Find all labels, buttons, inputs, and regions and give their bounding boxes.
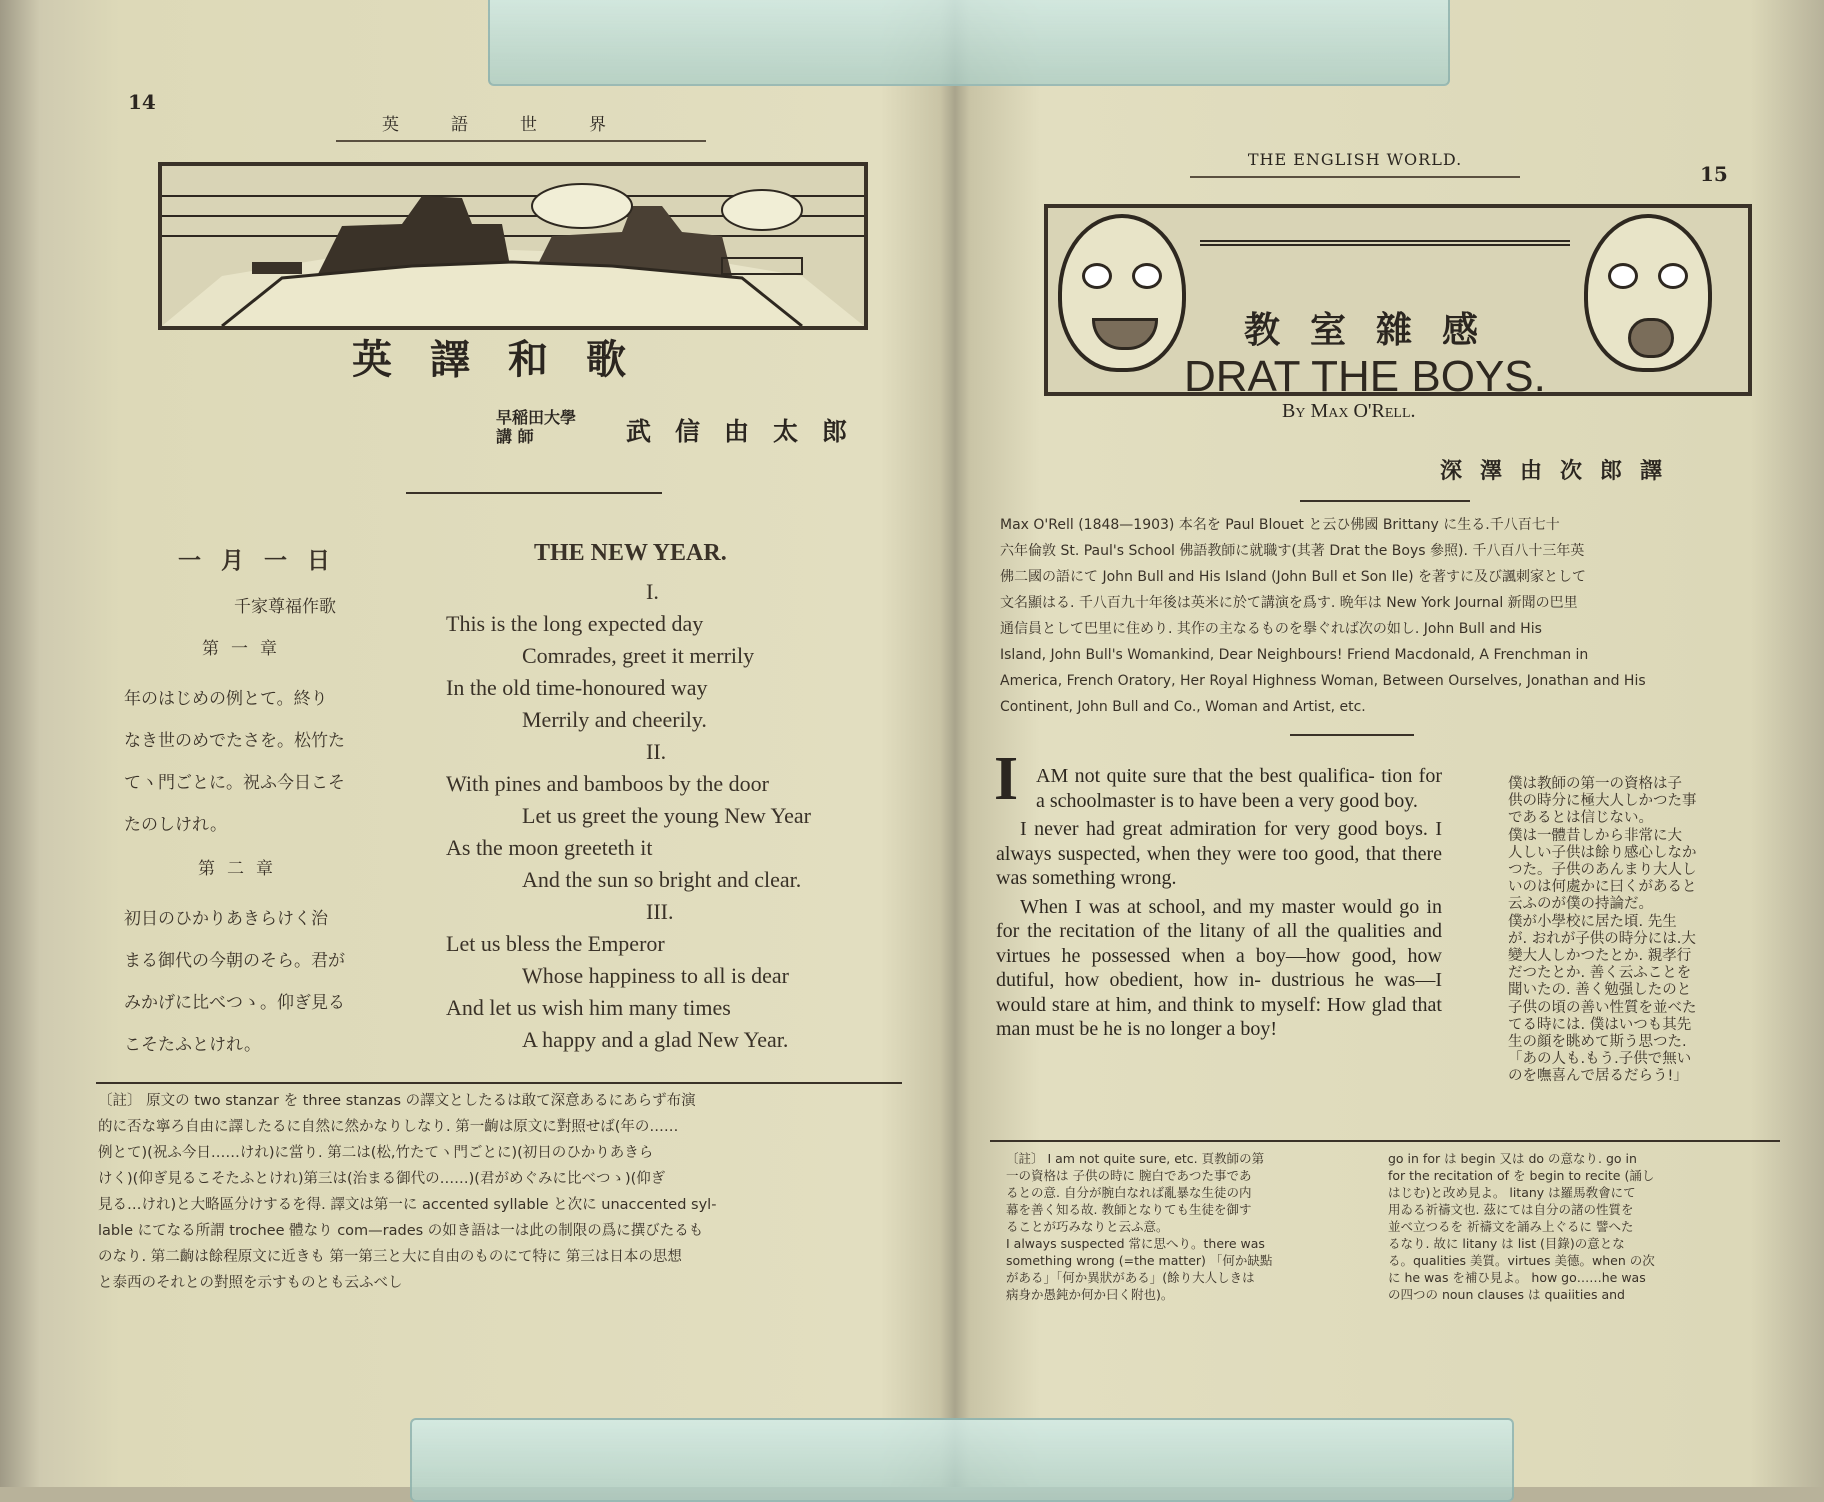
harbor-illustration	[158, 162, 868, 330]
note-line: 並べ立つるを 祈禱文を誦み上ぐるに 譬へた	[1388, 1219, 1634, 1234]
jp-verse-line: なき世のめでたさを。松竹た	[124, 731, 345, 751]
note-line: something wrong (=the matter) 「何か缺點	[1006, 1253, 1273, 1268]
mouth-icon	[1628, 318, 1674, 358]
author-intro	[1000, 512, 1800, 720]
poem-body	[446, 576, 896, 1056]
side-line: いのは何處かに曰くがあると	[1508, 879, 1697, 896]
side-line: 僕は一體昔しから非常に大	[1508, 827, 1682, 844]
note-line: lable にてなる所謂 trochee 體なり com—rades の如き語は一は此の制限の爲に撰びたるも	[98, 1223, 704, 1239]
side-line: 變大人しかつたとか. 親孝行	[1508, 948, 1692, 965]
side-line: 聞いたの. 善く勉强したのと	[1508, 982, 1692, 999]
ornament-rule	[406, 492, 662, 494]
jp-verse-line: みかげに比べつゝ。仰ぎ見る	[124, 993, 345, 1013]
note-line: るなり. 故に litany は list (目錄)の意とな	[1388, 1236, 1625, 1251]
note-line: 見る…けれ)と大略區分けするを得. 譯文は第一に accented syllable と次に unaccented syl-	[98, 1197, 717, 1213]
intro-line: 六年倫敦 St. Paul's School 佛語教師に就職す(其著 Drat the Boys 參照). 千八百八十三年英	[1000, 543, 1585, 559]
note-line: がある」「何か異狀がある」(餘り大人しきは	[1006, 1270, 1255, 1285]
note-rule	[96, 1082, 902, 1084]
jp-verse-line: 年のはじめの例とて。終り	[124, 689, 328, 709]
poem-line: Merrily and cheerily.	[522, 707, 707, 732]
intro-rule	[1290, 734, 1414, 736]
article-title-jp: 教室雜感	[1244, 310, 1509, 351]
side-line: つた。子供のあんまり大人し	[1508, 862, 1697, 879]
note-line: 一の資格は 子供の時に 腕白であつた事であ	[1006, 1168, 1252, 1183]
body-paragraph: When I was at school, and my master would go in for the recitation of the litany of all the qualities and virtues he possessed when a boy—how good, how dutiful, how obedient, how in- dustrious he was—I would stare at him, and think to myself: How glad that man must be he is no longer a boy!	[996, 895, 1442, 1040]
notes-rule	[990, 1140, 1780, 1142]
side-line: てる時には. 僕はいつも其先	[1508, 1016, 1692, 1033]
jp-verse-line: てヽ門ごとに。祝ふ今日こそ	[124, 773, 345, 793]
note-line: go in for は begin 又は do の意なり. go in	[1388, 1151, 1637, 1166]
poem-line: And let us wish him many times	[446, 995, 731, 1020]
side-line: だつたとか. 善く云ふことを	[1508, 965, 1692, 982]
side-line: 子供の頃の善い性質を並べた	[1508, 999, 1697, 1016]
affiliation-line: 講 師	[496, 427, 534, 446]
note-line: 〔註〕 I am not quite sure, etc. 頁教師の第	[1006, 1151, 1265, 1166]
page-number: 15	[1700, 162, 1728, 186]
note-line: 幕を善く知る故. 教師となりても生徒を御す	[1006, 1202, 1252, 1217]
ship-scene-icon	[162, 166, 864, 326]
note-line: ることが巧みなりと云ふ意。	[1006, 1219, 1169, 1234]
side-line: であるとは信じない。	[1508, 810, 1653, 827]
body-paragraph: I never had great admiration for very good boys. I always suspected, when they were too good, that there was something wrong.	[996, 818, 1442, 889]
side-line: 人しい子供は餘り感心しなか	[1508, 844, 1697, 861]
running-head-rule	[336, 140, 706, 142]
running-head-rule	[1190, 176, 1520, 178]
poem-line: A happy and a glad New Year.	[522, 1027, 789, 1052]
note-line: の四つの noun clauses は quaiities and	[1388, 1287, 1625, 1302]
note-right	[1388, 1150, 1788, 1303]
side-line: 云ふのが僕の持論だ。	[1508, 896, 1653, 913]
affiliation-line: 早稲田大學	[496, 408, 577, 427]
side-translation	[1508, 776, 1728, 1086]
jp-verse1	[124, 678, 345, 846]
article-body	[996, 764, 1442, 1042]
note-line: はじむ)と改め見よ。 litany は羅馬敎會にて	[1388, 1185, 1636, 1200]
right-page	[960, 0, 1824, 1487]
note-line: 病身か愚鈍か何か曰く附也)。	[1006, 1287, 1174, 1302]
jp-verse2	[124, 898, 345, 1066]
intro-line: 佛二國の語にて John Bull and His Island (John Bull et Son Ile) を著すに及び諷刺家として	[1000, 569, 1587, 585]
article-title: 英譯和歌	[352, 337, 664, 383]
running-head: 英語世界	[382, 115, 658, 135]
intro-line: Continent, John Bull and Co., Woman and Artist, etc.	[1000, 699, 1366, 715]
note-line: for the recitation of を begin to recite (誦し	[1388, 1168, 1655, 1183]
intro-line: Island, John Bull's Womankind, Dear Neighbours! Friend Macdonald, A Frenchman in	[1000, 647, 1589, 663]
note-line: けく)(仰ぎ見るこそたふとけれ)第三は(治まる御代の……)(君がめぐみに比べつゝ)(仰ぎ	[98, 1171, 666, 1187]
side-line: 供の時分に極大人しかつた事	[1508, 793, 1697, 810]
poem-line: Whose happiness to all is dear	[522, 963, 789, 988]
note-line: I always suspected 常に思へり。there was	[1006, 1236, 1265, 1251]
side-line: 「あの人も.もう.子供で無い	[1508, 1051, 1692, 1068]
note-left	[1006, 1150, 1386, 1303]
note-line: に he was を補ひ見よ。 how go……he was	[1388, 1270, 1646, 1285]
note-line: のなり. 第二齣は餘程原文に近きも 第一第三と大に自由のものにて特に 第三は日本の思想	[98, 1249, 682, 1265]
jp-verse-line: 初日のひかりあきらけく治	[124, 909, 328, 929]
poem-line: With pines and bamboos by the door	[446, 771, 769, 796]
intro-line: America, French Oratory, Her Royal Highness Woman, Between Ourselves, Jonathan and His	[1000, 673, 1646, 689]
poem-line: As the moon greeteth it	[446, 835, 653, 860]
poem-stanza-numeral: I.	[646, 579, 659, 604]
poem-line: In the old time-honoured way	[446, 675, 708, 700]
ornament-rule	[1300, 500, 1470, 502]
side-line: 僕は教師の第一の資格は子	[1508, 776, 1682, 792]
poem-title: THE NEW YEAR.	[534, 540, 727, 566]
poem-line: Let us greet the young New Year	[522, 803, 811, 828]
side-line: が. おれが子供の時分には.大	[1508, 930, 1696, 947]
article-title-en: DRAT THE BOYS.	[1184, 352, 1546, 401]
intro-line: 文名顯はる. 千八百九十年後は英米に於て講演を爲す. 晩年は New York Journal 新聞の巴里	[1000, 595, 1578, 611]
side-line: のを嘸喜んで居るだらう!」	[1508, 1068, 1688, 1085]
note-line: と泰西のそれとの對照を示すものとも云ふべし	[98, 1275, 403, 1291]
author-name: 武信由太郎	[626, 417, 872, 446]
jp-verse2-heading: 第二章	[198, 859, 285, 879]
jp-verse1-heading: 第一章	[202, 639, 289, 659]
note-line: 的に否な寧ろ自由に譯したるに自然に然かなりしなり. 第一齣は原文に對照せば(年の……	[98, 1119, 679, 1135]
shocked-face-icon	[1584, 214, 1712, 372]
drop-cap: I	[994, 745, 1019, 813]
note-line: 用ゐる祈禱文也. 茲にては自分の諸の性質を	[1388, 1202, 1634, 1217]
intro-line: Max O'Rell (1848—1903) 本名を Paul Blouet と云ひ佛國 Brittany に生る.千八百七十	[1000, 517, 1560, 533]
body-paragraph: AM not quite sure that the best qualifica- tion for a schoolmaster is to have been a very good boy.	[1036, 765, 1442, 812]
jp-verse-line: こそたふとけれ。	[124, 1035, 262, 1055]
poem-stanza-numeral: III.	[646, 899, 674, 924]
ribbon-band	[1200, 240, 1570, 246]
poem-line: Comrades, greet it merrily	[522, 643, 755, 668]
jp-verse-line: たのしけれ。	[124, 815, 228, 835]
note-line: るとの意. 自分が腕白なれば亂暴な生徒の内	[1006, 1185, 1252, 1200]
translator: 深澤由次郎譯	[1440, 459, 1681, 484]
side-line: 生の顔を眺めて斯う思つた.	[1508, 1034, 1687, 1051]
author-affiliation	[496, 408, 576, 446]
poem-stanza-numeral: II.	[646, 739, 667, 764]
mouth-icon	[1092, 318, 1158, 350]
jp-verse-line: まる御代の今朝のそら。君が	[124, 951, 345, 971]
byline: By Max O'Rell.	[1282, 400, 1416, 422]
poem-line: Let us bless the Emperor	[446, 931, 665, 956]
note-line: 〔註〕 原文の two stanzar を three stanzas の譯文としたるは敢て深意あるにあらず布演	[98, 1093, 696, 1109]
poem-line: And the sun so bright and clear.	[522, 867, 802, 892]
jp-author: 千家尊福作歌	[234, 597, 336, 617]
translator-note	[98, 1088, 918, 1296]
side-line: 僕が小學校に居た頃. 先生	[1508, 913, 1677, 930]
laughing-face-icon	[1058, 214, 1186, 372]
note-line: 例とて)(祝ふ今日……けれ)に當り. 第二は(松,竹たてヽ門ごとに)(初日のひかりあきら	[98, 1145, 654, 1161]
jp-heading: 一月一日	[178, 548, 350, 574]
note-line: る。qualities 美質。virtues 美德。when の次	[1388, 1253, 1655, 1268]
running-head: THE ENGLISH WORLD.	[1247, 150, 1463, 169]
page-number: 14	[128, 90, 156, 114]
intro-line: 通信員として巴里に住めり. 其作の主なるものを擧ぐれば次の如し. John Bull and His	[1000, 621, 1542, 637]
poem-line: This is the long expected day	[446, 611, 704, 636]
